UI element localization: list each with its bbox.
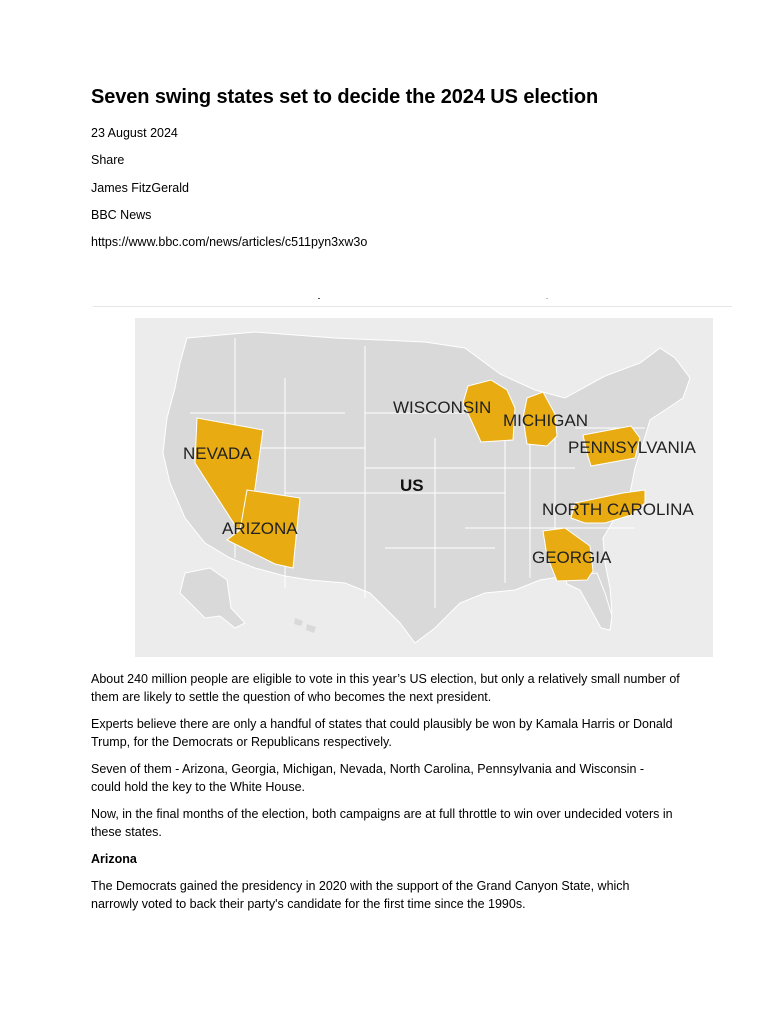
separator-dot [318, 298, 320, 299]
label-georgia: GEORGIA [532, 548, 612, 567]
paragraph: The Democrats gained the presidency in 2020 with the support of the Grand Canyon State, which narrowly voted to back their party's candidate for the first time since the 1990s. [91, 879, 630, 911]
article-title: Seven swing states set to decide the 2024 US election [91, 86, 599, 108]
label-arizona: ARIZONA [222, 519, 298, 538]
label-north-carolina: NORTH CAROLINA [542, 500, 694, 519]
label-nevada: NEVADA [183, 444, 252, 463]
label-wisconsin: WISCONSIN [393, 398, 492, 417]
paragraph: Seven of them - Arizona, Georgia, Michigan, Nevada, North Carolina, Pennsylvania and Wisconsin - could hold the key to the White House. [91, 762, 645, 794]
swing-states-map [135, 318, 713, 657]
section-heading: Arizona [91, 852, 137, 866]
article-url[interactable]: https://www.bbc.com/news/articles/c511pyn3xw3o [91, 235, 368, 249]
label-us: US [400, 476, 424, 495]
separator-dot [546, 298, 548, 299]
alaska-shape [180, 568, 245, 628]
share-link[interactable]: Share [91, 153, 125, 167]
paragraph: Experts believe there are only a handful of states that could plausibly be won by Kamala Harris or Donald Trump, for the Democrats or Republicans respectively. [91, 717, 673, 749]
label-pennsylvania: PENNSYLVANIA [568, 438, 696, 457]
article-date: 23 August 2024 [91, 126, 178, 140]
label-michigan: MICHIGAN [503, 411, 588, 430]
hawaii-shape [294, 618, 316, 633]
article-author: James FitzGerald [91, 181, 189, 195]
us-map-graphic [135, 318, 713, 657]
article-publisher: BBC News [91, 208, 152, 222]
paragraph: Now, in the final months of the election, both campaigns are at full throttle to win over undecided voters in these states. [91, 807, 673, 839]
horizontal-rule [93, 306, 732, 307]
paragraph: About 240 million people are eligible to vote in this year’s US election, but only a relatively small number of them are likely to settle the question of who becomes the next president. [91, 672, 680, 704]
